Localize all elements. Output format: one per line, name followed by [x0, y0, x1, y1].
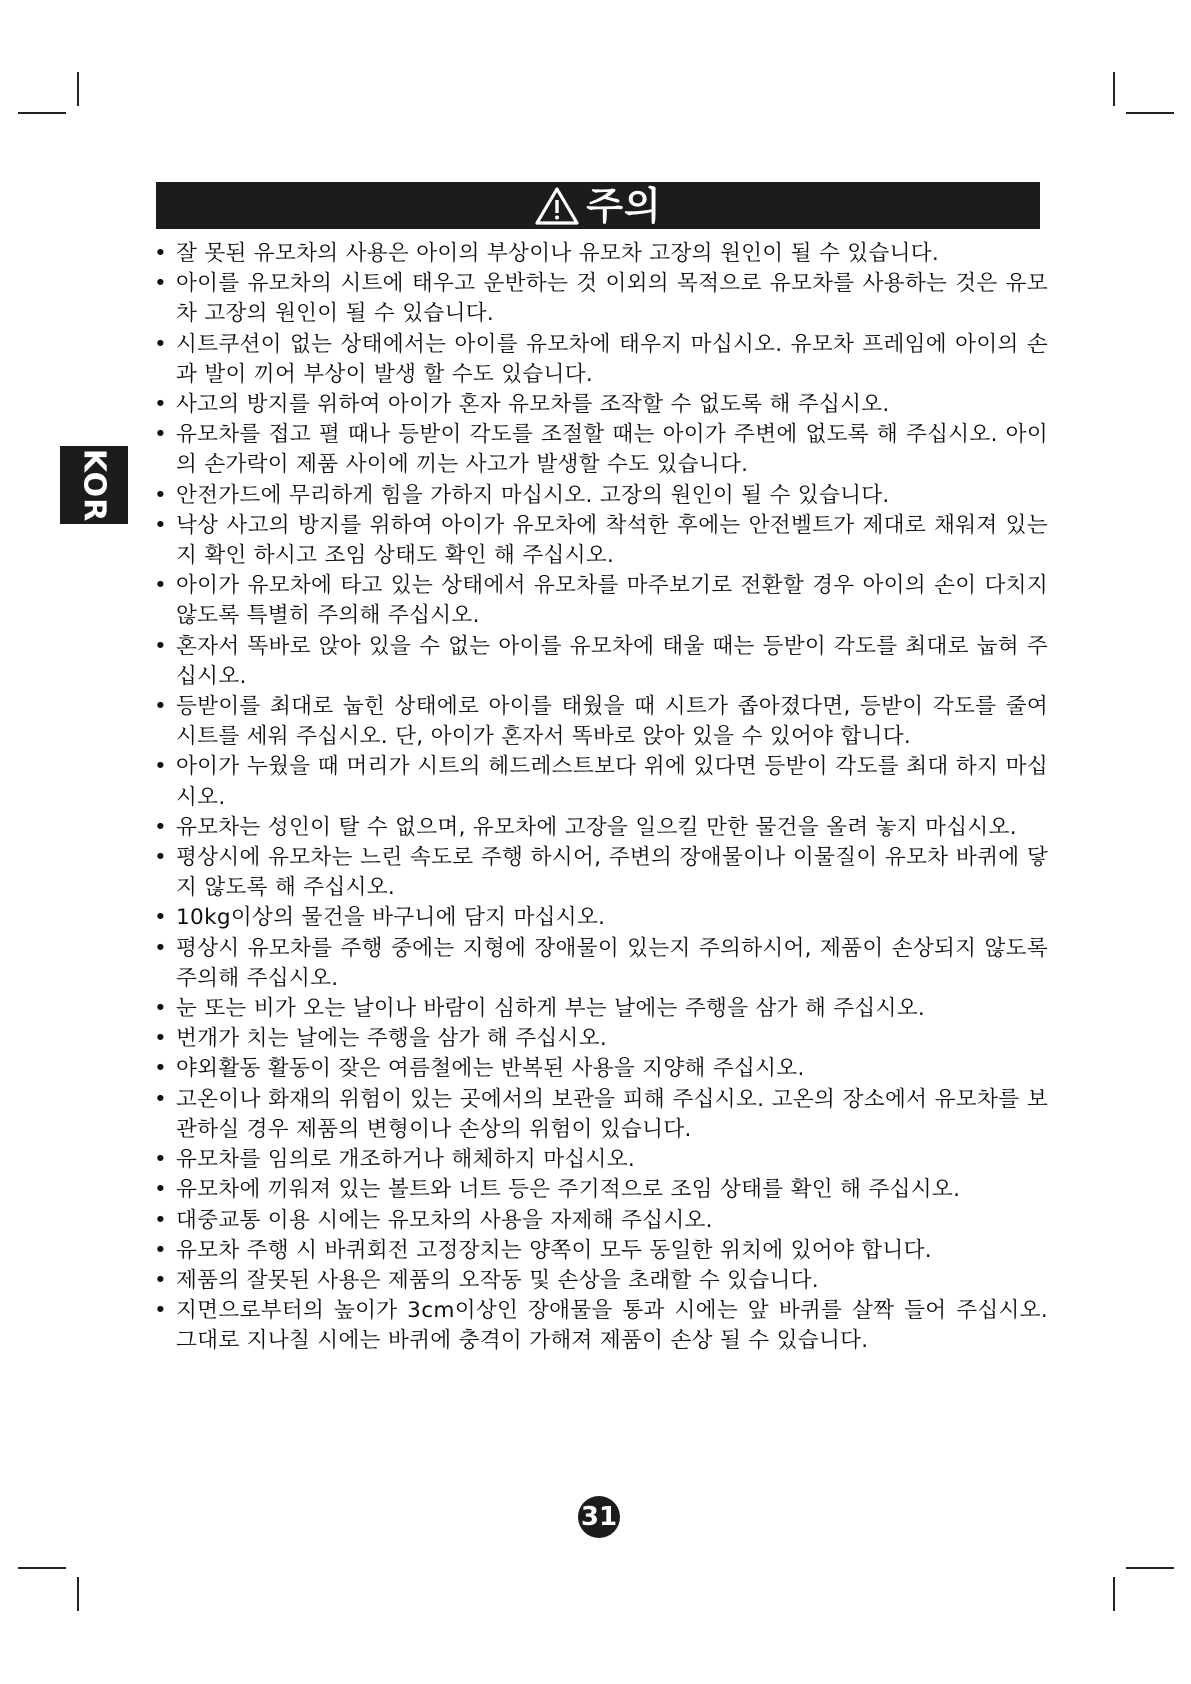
bullet-icon: • [154, 1086, 168, 1112]
list-item-text: 낙상 사고의 방지를 위하여 아이가 유모차에 착석한 후에는 안전벨트가 제대로 채워져 있는지 확인 하시고 조임 상태도 확인 해 주십시오. [176, 512, 1048, 569]
bullet-icon: • [154, 271, 168, 297]
list-item-text: 아이를 유모차의 시트에 태우고 운반하는 것 이외의 목적으로 유모차를 사용하는 것은 유모차 고장의 원인이 될 수 있습니다. [176, 271, 1048, 327]
list-item-text: 눈 또는 비가 오는 날이나 바람이 심하게 부는 날에는 주행을 삼가 해 주십시오. [176, 996, 926, 1022]
crop-mark-bottom-left-horizontal [18, 1567, 66, 1569]
list-item [150, 903, 1048, 933]
bullet-icon: • [154, 1237, 168, 1263]
crop-mark-top-right-vertical [1113, 72, 1115, 106]
bullet-icon: • [154, 241, 168, 266]
list-item-text: 잘 못된 유모차의 사용은 아이의 부상이나 유모차 고장의 원인이 될 수 있습니다. [176, 241, 940, 266]
list-item-text: 10kg이상의 물건을 바구니에 담지 마십시오. [176, 905, 606, 931]
crop-mark-top-left-vertical [77, 72, 79, 106]
list-item [150, 692, 1048, 752]
list-item [150, 269, 1048, 329]
bullet-icon: • [154, 573, 168, 599]
bullet-icon: • [154, 1267, 168, 1293]
list-item-text: 번개가 치는 날에는 주행을 삼가 해 주십시오. [176, 1026, 608, 1052]
caution-title: 주의 [586, 183, 662, 228]
list-item [150, 571, 1048, 631]
crop-mark-bottom-left-vertical [77, 1577, 79, 1611]
bullet-icon: • [154, 845, 168, 871]
language-tab-label: KOR [76, 448, 112, 522]
bullet-icon: • [154, 1056, 168, 1082]
crop-mark-top-left-horizontal [18, 112, 66, 114]
list-item [150, 1296, 1048, 1356]
bullet-icon: • [154, 633, 168, 659]
list-item [150, 1266, 1048, 1296]
bullet-icon: • [154, 905, 168, 931]
list-item [150, 1145, 1048, 1175]
list-item-text: 대중교통 이용 시에는 유모차의 사용을 자제해 주십시오. [176, 1207, 713, 1233]
bullet-icon: • [154, 1298, 168, 1324]
crop-mark-top-right-horizontal [1126, 112, 1174, 114]
list-item-text: 유모차에 끼워져 있는 볼트와 너트 등은 주기적으로 조임 상태를 확인 해 주십시오. [176, 1177, 961, 1203]
list-item-text: 유모차 주행 시 바퀴회전 고정장치는 양쪽이 모두 동일한 위치에 있어야 합니다. [176, 1237, 932, 1263]
language-tab [60, 446, 128, 524]
list-item [150, 934, 1048, 994]
list-item [150, 1175, 1048, 1205]
bullet-icon: • [154, 1026, 168, 1052]
list-item [150, 511, 1048, 571]
page-number: 31 [578, 1496, 620, 1538]
bullet-icon: • [154, 331, 168, 357]
list-item [150, 1054, 1048, 1084]
list-item [150, 843, 1048, 903]
list-item [150, 994, 1048, 1024]
list-item [150, 420, 1048, 480]
list-item-text: 안전가드에 무리하게 힘을 가하지 마십시오. 고장의 원인이 될 수 있습니다. [176, 482, 890, 508]
list-item [150, 1206, 1048, 1236]
list-item-text: 등받이를 최대로 눕힌 상태에로 아이를 태웠을 때 시트가 좁아졌다면, 등받이 각도를 줄여 시트를 세워 주십시오. 단, 아이가 혼자서 똑바로 앉아 있을 수 있어야 합니다. [176, 694, 1048, 750]
list-item [150, 752, 1048, 812]
list-item-text: 유모차를 접고 펼 때나 등받이 각도를 조절할 때는 아이가 주변에 없도록 해 주십시오. 아이의 손가락이 제품 사이에 끼는 사고가 발생할 수도 있습니다. [176, 422, 1048, 478]
list-item-text: 유모차는 성인이 탈 수 없으며, 유모차에 고장을 일으킬 만한 물건을 올려 놓지 마십시오. [176, 814, 1017, 840]
list-item-text: 혼자서 똑바로 앉아 있을 수 없는 아이를 유모차에 태울 때는 등받이 각도를 최대로 눕혀 주십시오. [176, 633, 1048, 689]
list-item [150, 1236, 1048, 1266]
bullet-icon: • [154, 422, 168, 448]
bullet-icon: • [154, 512, 168, 538]
bullet-icon: • [154, 482, 168, 508]
list-item [150, 390, 1048, 420]
list-item [150, 813, 1048, 843]
list-item-text: 유모차를 임의로 개조하거나 해체하지 마십시오. [176, 1147, 636, 1173]
list-item-text: 야외활동 활동이 잦은 여름철에는 반복된 사용을 지양해 주십시오. [176, 1056, 805, 1082]
bullet-icon: • [154, 814, 168, 840]
list-item-text: 아이가 유모차에 타고 있는 상태에서 유모차를 마주보기로 전환할 경우 아이의 손이 다치지 않도록 특별히 주의해 주십시오. [176, 573, 1048, 629]
list-item-text: 사고의 방지를 위하여 아이가 혼자 유모차를 조작할 수 없도록 해 주십시오. [176, 392, 890, 418]
bullet-icon: • [154, 1207, 168, 1233]
list-item [150, 239, 1048, 269]
bullet-icon: • [154, 392, 168, 418]
list-item [150, 632, 1048, 692]
list-item [150, 481, 1048, 511]
bullet-icon: • [154, 1147, 168, 1173]
bullet-icon: • [154, 996, 168, 1022]
list-item-text: 아이가 누웠을 때 머리가 시트의 헤드레스트보다 위에 있다면 등받이 각도를 최대 하지 마십시오. [176, 754, 1048, 810]
list-item [150, 330, 1048, 390]
caution-banner-content [534, 183, 662, 228]
list-item-text: 평상시에 유모차는 느린 속도로 주행 하시어, 주변의 장애물이나 이물질이 유모차 바퀴에 닿지 않도록 해 주십시오. [176, 845, 1048, 901]
crop-mark-bottom-right-vertical [1113, 1577, 1115, 1611]
bullet-icon: • [154, 694, 168, 720]
list-item [150, 1085, 1048, 1145]
caution-list [150, 239, 1048, 1357]
bullet-icon: • [154, 1177, 168, 1203]
list-item-text: 평상시 유모차를 주행 중에는 지형에 장애물이 있는지 주의하시어, 제품이 손상되지 않도록 주의해 주십시오. [176, 935, 1048, 991]
list-item-text: 제품의 잘못된 사용은 제품의 오작동 및 손상을 초래할 수 있습니다. [176, 1267, 819, 1293]
list-item [150, 1024, 1048, 1054]
bullet-icon: • [154, 754, 168, 780]
crop-mark-bottom-right-horizontal [1126, 1567, 1174, 1569]
list-item-text: 고온이나 화재의 위험이 있는 곳에서의 보관을 피해 주십시오. 고온의 장소에서 유모차를 보관하실 경우 제품의 변형이나 손상의 위험이 있습니다. [176, 1086, 1048, 1142]
list-item-text: 시트쿠션이 없는 상태에서는 아이를 유모차에 태우지 마십시오. 유모차 프레임에 아이의 손과 발이 끼어 부상이 발생 할 수도 있습니다. [176, 331, 1048, 387]
list-item-text: 지면으로부터의 높이가 3cm이상인 장애물을 통과 시에는 앞 바퀴를 살짝 들어 주십시오. 그대로 지나칠 시에는 바퀴에 충격이 가해져 제품이 손상 될 수 있습니다. [176, 1298, 1048, 1354]
bullet-icon: • [154, 935, 168, 961]
warning-triangle-icon [534, 186, 580, 226]
caution-banner [156, 182, 1040, 229]
